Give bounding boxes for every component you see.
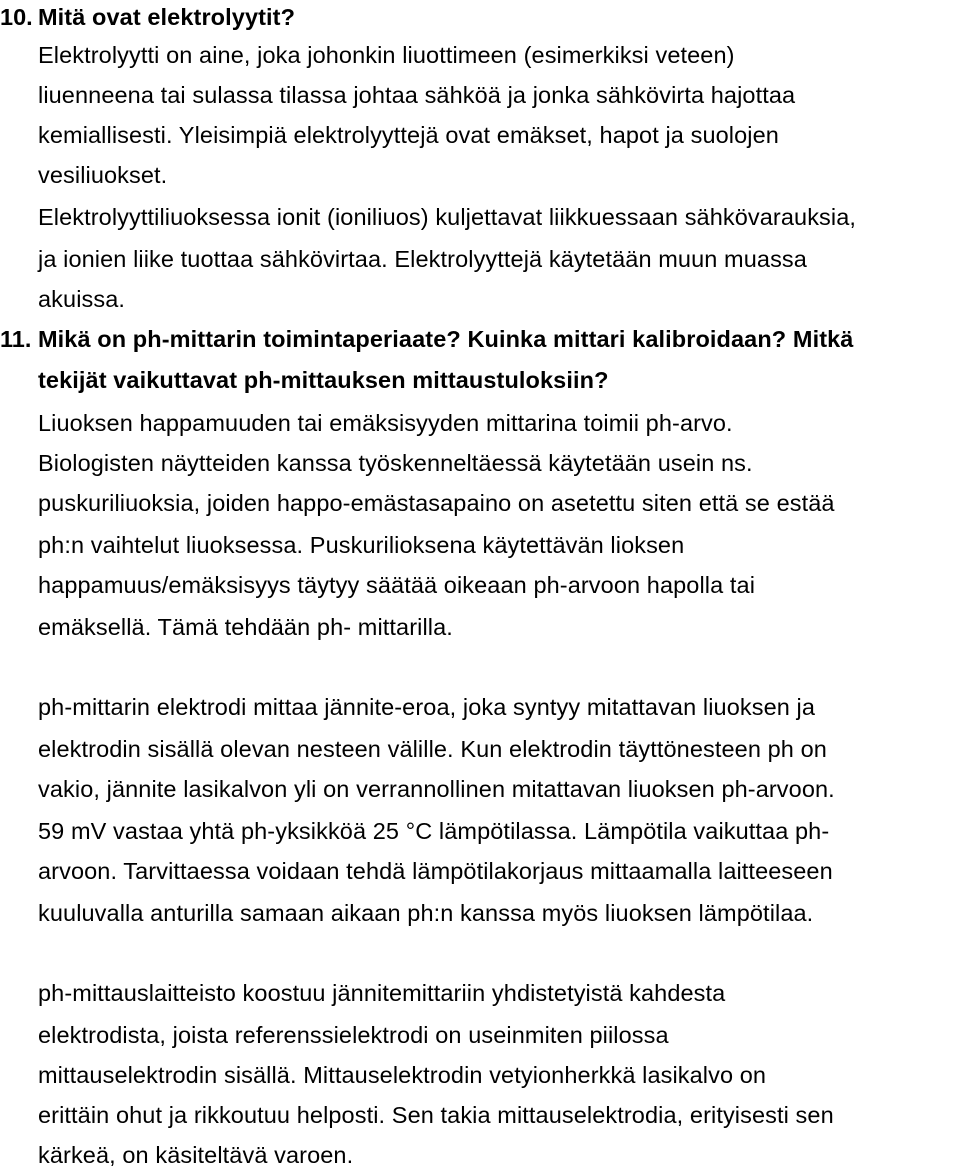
paragraph-2-line: kuuluvalla anturilla samaan aikaan ph:n kanssa myös liuoksen lämpötilaa. bbox=[38, 900, 814, 926]
paragraph-1-line: ph:n vaihtelut liuoksessa. Puskurilioksena käytettävän lioksen bbox=[38, 532, 685, 558]
paragraph-2-line: ph-mittarin elektrodi mittaa jännite-eroa, joka syntyy mitattavan liuoksen ja bbox=[38, 694, 816, 720]
paragraph-3-line: ph-mittauslaitteisto koostuu jännitemittariin yhdistetyistä kahdesta bbox=[38, 980, 726, 1006]
paragraph-3-line: erittäin ohut ja rikkoutuu helposti. Sen takia mittauselektrodia, erityisesti sen bbox=[38, 1102, 834, 1128]
section-10-line: kemiallisesti. Yleisimpiä elektrolyyttejä ovat emäkset, hapot ja suolojen bbox=[38, 122, 779, 148]
section-11-number: 11. bbox=[0, 326, 32, 352]
paragraph-1-line: Liuoksen happamuuden tai emäksisyyden mittarina toimii ph-arvo. bbox=[38, 410, 733, 436]
paragraph-1-line: puskuriliuoksia, joiden happo-emästasapaino on asetettu siten että se estää bbox=[38, 490, 835, 516]
section-10-line: Elektrolyyttiliuoksessa ionit (ioniliuos) kuljettavat liikkuessaan sähkövarauksia, bbox=[38, 204, 857, 230]
paragraph-3-line: kärkeä, on käsiteltävä varoen. bbox=[38, 1142, 354, 1168]
paragraph-2-line: vakio, jännite lasikalvon yli on verrannollinen mitattavan liuoksen ph-arvoon. bbox=[38, 776, 835, 802]
paragraph-1-line: Biologisten näytteiden kanssa työskenneltäessä käytetään usein ns. bbox=[38, 450, 753, 476]
section-11-heading-line-1: Mikä on ph-mittarin toimintaperiaate? Kuinka mittari kalibroidaan? Mitkä bbox=[38, 326, 854, 352]
section-10-line: liuenneena tai sulassa tilassa johtaa sähköä ja jonka sähkövirta hajottaa bbox=[38, 82, 796, 108]
paragraph-2-line: 59 mV vastaa yhtä ph-yksikköä 25 °C lämpötilassa. Lämpötila vaikuttaa ph- bbox=[38, 818, 830, 844]
section-10-line: ja ionien liike tuottaa sähkövirtaa. Elektrolyyttejä käytetään muun muassa bbox=[38, 246, 807, 272]
section-11-heading-line-2: tekijät vaikuttavat ph-mittauksen mittaustuloksiin? bbox=[38, 367, 609, 393]
paragraph-1-line: emäksellä. Tämä tehdään ph- mittarilla. bbox=[38, 614, 453, 640]
section-10-line: akuissa. bbox=[38, 286, 126, 312]
section-10-line: vesiliuokset. bbox=[38, 162, 168, 188]
paragraph-3-line: mittauselektrodin sisällä. Mittauselektrodin vetyionherkkä lasikalvo on bbox=[38, 1062, 767, 1088]
section-10-heading: Mitä ovat elektrolyytit? bbox=[38, 4, 296, 30]
paragraph-3-line: elektrodista, joista referenssielektrodi on useinmiten piilossa bbox=[38, 1022, 669, 1048]
section-10-number: 10. bbox=[0, 4, 33, 30]
section-10-line: Elektrolyytti on aine, joka johonkin liuottimeen (esimerkiksi veteen) bbox=[38, 42, 735, 68]
paragraph-2-line: elektrodin sisällä olevan nesteen välille. Kun elektrodin täyttönesteen ph on bbox=[38, 736, 827, 762]
paragraph-2-line: arvoon. Tarvittaessa voidaan tehdä lämpötilakorjaus mittaamalla laitteeseen bbox=[38, 858, 833, 884]
paragraph-1-line: happamuus/emäksisyys täytyy säätää oikeaan ph-arvoon hapolla tai bbox=[38, 572, 756, 598]
